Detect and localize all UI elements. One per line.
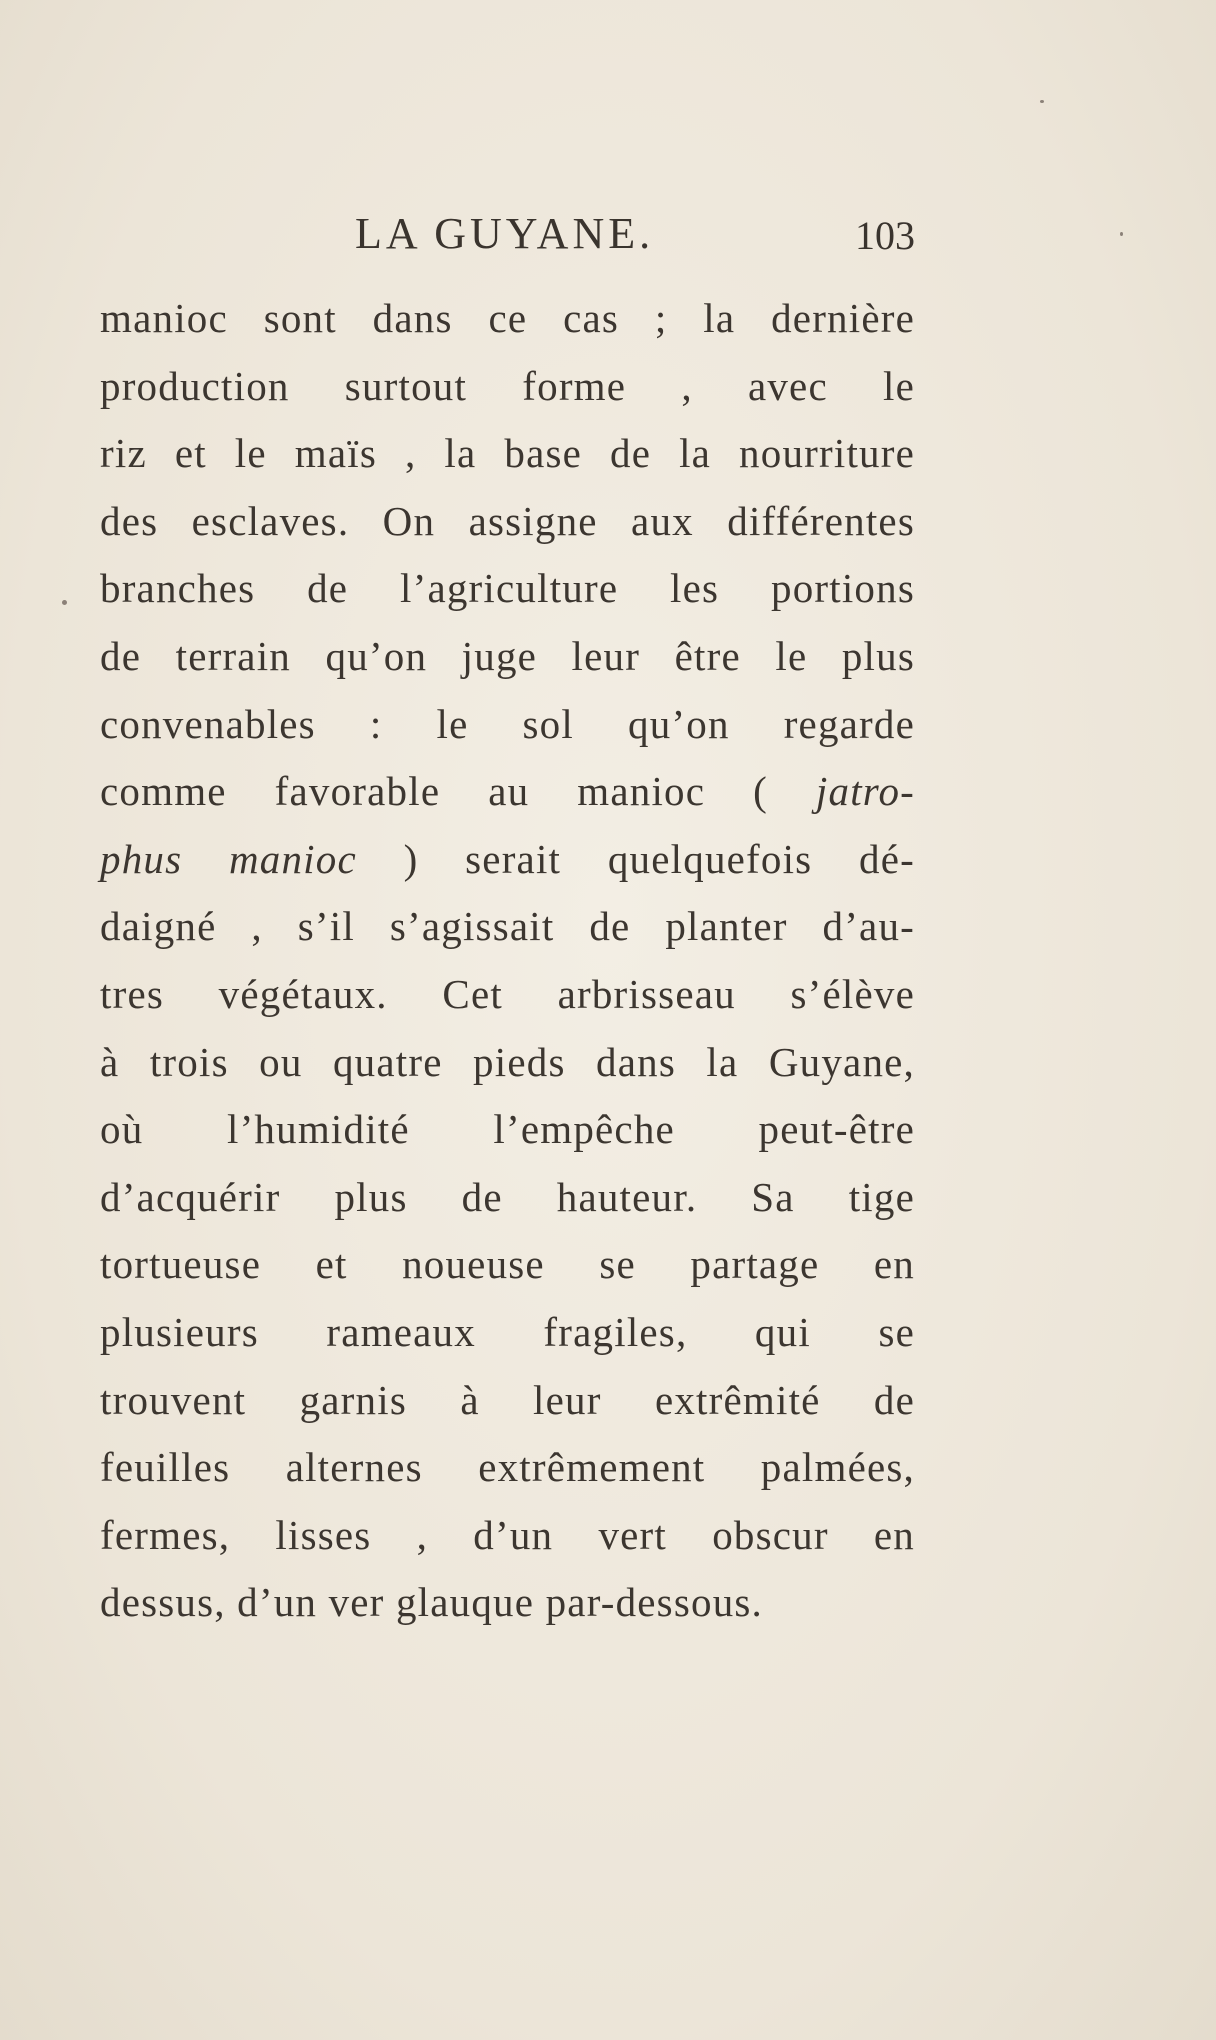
text-line: riz et le maïs , la base de la nourriture	[100, 430, 915, 477]
text-line: dessus, d’un ver glauque par-dessous.	[100, 1579, 764, 1626]
text-line: comme favorable au manioc ( jatro-	[100, 768, 915, 815]
page-number: 103	[855, 213, 915, 258]
text-line: de terrain qu’on juge leur être le plus	[100, 632, 915, 679]
page-header	[100, 208, 915, 268]
body-text	[100, 285, 915, 1637]
text-line: production surtout forme , avec le	[100, 362, 915, 409]
text-line: d’acquérir plus de hauteur. Sa tige	[100, 1173, 915, 1220]
text-line: manioc sont dans ce cas ; la dernière	[100, 295, 915, 341]
text-line: branches de l’agriculture les portions	[100, 565, 915, 612]
paper-speck	[1040, 100, 1044, 103]
text-line: convenables : le sol qu’on regarde	[100, 700, 915, 747]
text-line: daigné , s’il s’agissait de planter d’au-	[100, 903, 915, 950]
paper-speck	[62, 600, 67, 605]
text-line: tres végétaux. Cet arbrisseau s’élève	[100, 970, 915, 1017]
running-title: LA GUYANE.	[355, 209, 655, 258]
text-line: phus manioc ) serait quelquefois dé-	[100, 835, 916, 882]
text-line: des esclaves. On assigne aux différentes	[100, 497, 915, 544]
text-line: feuilles alternes extrêmement palmées,	[100, 1444, 915, 1491]
text-line: plusieurs rameaux fragiles, qui se	[100, 1308, 915, 1355]
text-line: à trois ou quatre pieds dans la Guyane,	[100, 1038, 915, 1085]
text-line: fermes, lisses , d’un vert obscur en	[100, 1511, 915, 1558]
text-line: où l’humidité l’empêche peut-être	[100, 1106, 915, 1153]
text-line: tortueuse et noueuse se partage en	[100, 1241, 915, 1288]
paper-speck	[1120, 232, 1123, 236]
text-line: trouvent garnis à leur extrêmité de	[100, 1376, 915, 1423]
